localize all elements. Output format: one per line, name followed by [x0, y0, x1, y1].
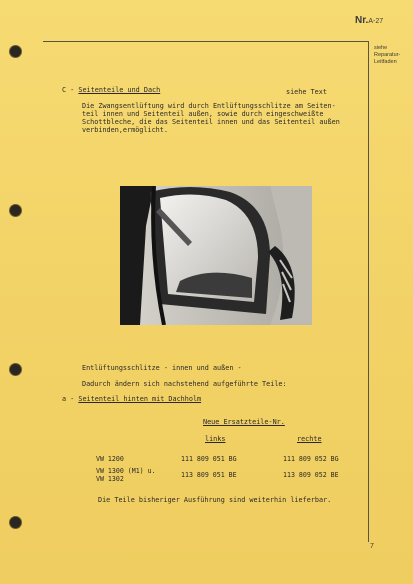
punch-hole — [10, 364, 21, 375]
table-row-right: 111 809 052 BG — [283, 455, 339, 463]
table-row-model: VW 1200 — [96, 455, 124, 463]
paragraph-line: Die Zwangsentlüftung wird durch Entlüftungsschlitze am Seiten- — [82, 102, 336, 110]
margin-note — [374, 45, 412, 66]
column-header-right: rechte — [297, 435, 322, 443]
item-a — [62, 395, 201, 403]
table-row-model: VW 1300 (M1) u. — [96, 467, 156, 475]
margin-rule — [368, 41, 369, 542]
header-rule — [43, 41, 368, 42]
footer-page-number: 7 — [370, 543, 374, 550]
paragraph-line: verbinden,ermöglicht. — [82, 126, 168, 134]
interior-photo — [120, 186, 312, 325]
section-heading-text: Seitenteile und Dach — [78, 86, 161, 94]
punch-hole — [10, 517, 21, 528]
footer-text: Die Teile bisheriger Ausführung sind weiterhin lieferbar. — [98, 496, 332, 504]
column-header-left: links — [205, 435, 226, 443]
punch-hole — [10, 46, 21, 57]
table-row-left: 113 809 051 BE — [181, 471, 237, 479]
section-heading: C - Seitenteile und Dach — [62, 86, 161, 94]
item-a-prefix: a - — [62, 395, 79, 403]
page-number-value: A-27 — [368, 18, 384, 25]
page-number — [355, 15, 383, 26]
margin-note-line: Leitfaden — [374, 59, 397, 65]
caption-line: Entlüftungsschlitze - innen und außen - — [82, 364, 242, 372]
table-header: Neue Ersatzteile-Nr. — [203, 418, 285, 426]
page-number-prefix: Nr. — [355, 15, 369, 26]
section-note: siehe Text — [286, 88, 327, 96]
caption-line: Dadurch ändern sich nachstehend aufgeführte Teile: — [82, 380, 287, 388]
table-row-left: 111 809 051 BG — [181, 455, 237, 463]
table-row-right: 113 809 052 BE — [283, 471, 339, 479]
paragraph-line: teil innen und Seitenteil außen, sowie durch eingeschweißte — [82, 110, 324, 118]
paragraph-line: Schottbleche, die das Seitenteil innen und das Seitenteil außen — [82, 118, 340, 126]
punch-hole — [10, 205, 21, 216]
item-a-text: Seitenteil hinten mit Dachholm — [78, 395, 202, 403]
margin-note-line: Reparatur- — [374, 52, 401, 58]
margin-note-line: siehe — [374, 45, 388, 51]
table-row-model: VW 1302 — [96, 475, 124, 483]
